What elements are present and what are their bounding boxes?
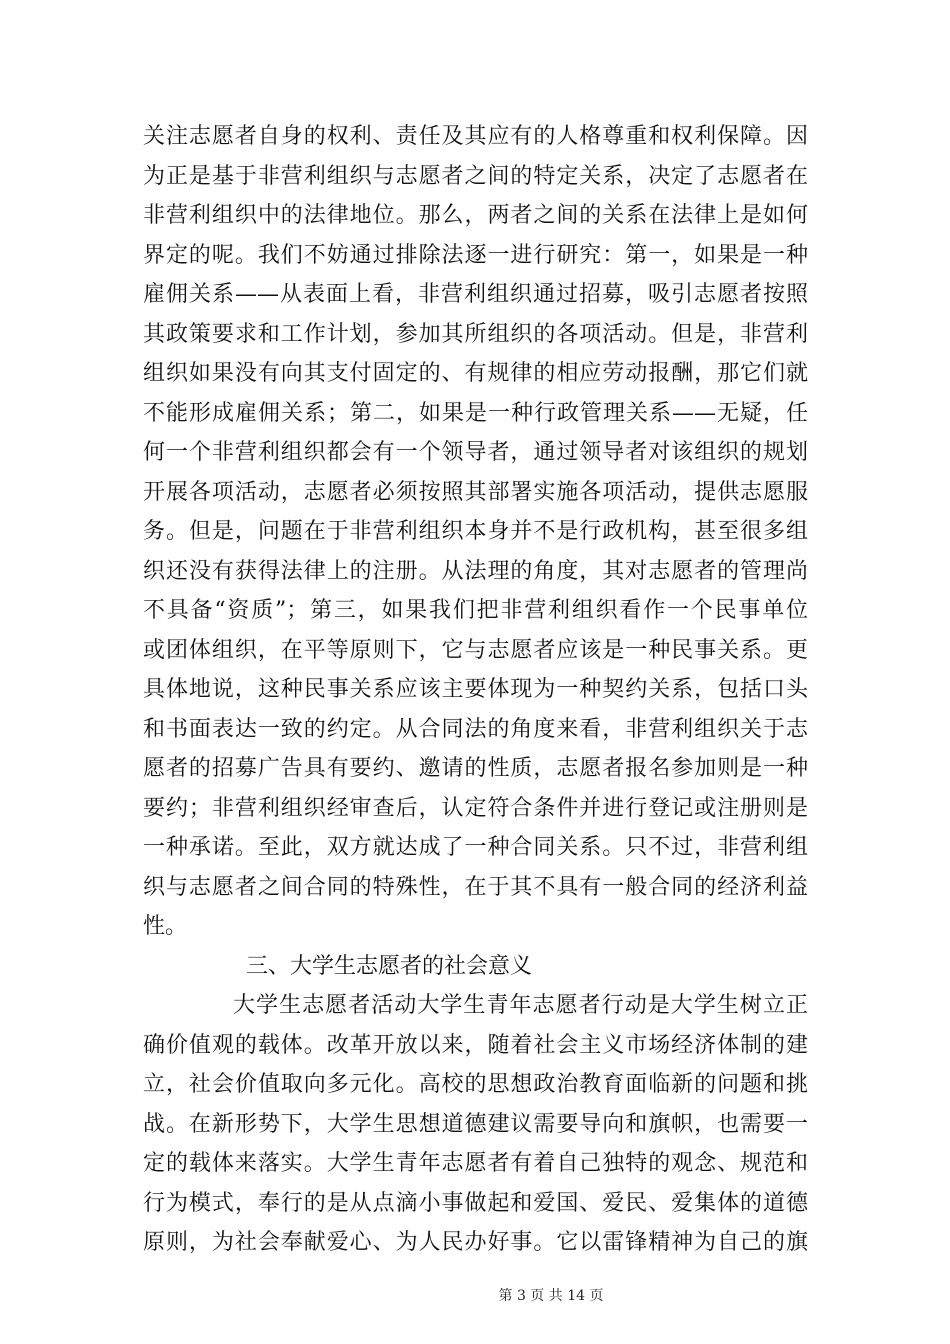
text-line: 雇佣关系——从表面上看，非营利组织通过招募，吸引志愿者按照	[143, 282, 808, 307]
text-line: 定的载体来落实。大学生青年志愿者有着自己独特的观念、规范和	[143, 1151, 808, 1176]
text-line: 性。	[143, 914, 188, 939]
text-line: 非营利组织中的法律地位。那么，两者之间的关系在法律上是如何	[143, 203, 808, 228]
text-line: 不能形成雇佣关系；第二，如果是一种行政管理关系——无疑，任	[143, 400, 808, 426]
text-line: 何一个非营利组织都会有一个领导者，通过领导者对该组织的规划	[143, 440, 808, 465]
text-line: 要约；非营利组织经审查后，认定符合条件并进行登记或注册则是	[143, 795, 808, 821]
text-line: 行为模式，奉行的是从点滴小事做起和爱国、爱民、爱集体的道德	[143, 1190, 808, 1216]
text-line: 具体地说，这种民事关系应该主要体现为一种契约关系，包括口头	[143, 677, 808, 702]
text-line: 或团体组织，在平等原则下，它与志愿者应该是一种民事关系。更	[143, 637, 808, 663]
text-line: 确价值观的载体。改革开放以来，随着社会主义市场经济体制的建	[143, 1032, 808, 1058]
text-line: 一种承诺。至此，双方就达成了一种合同关系。只不过，非营利组	[143, 835, 808, 860]
text-line: 战。在新形势下，大学生思想道德建议需要导向和旗帜，也需要一	[143, 1111, 808, 1137]
text-line: 立，社会价值取向多元化。高校的思想政治教育面临新的问题和挑	[143, 1072, 808, 1097]
page-number-footer: 第 3 页 共 14 页	[498, 1288, 604, 1304]
section-heading: 三、大学生志愿者的社会意义	[246, 953, 533, 979]
text-line: 为正是基于非营利组织与志愿者之间的特定关系，决定了志愿者在	[143, 163, 808, 189]
body-text	[143, 117, 808, 1263]
text-line: 务。但是，问题在于非营利组织本身并不是行政机构，甚至很多组	[143, 519, 808, 544]
paragraph-first-line: 大学生志愿者活动大学生青年志愿者行动是大学生树立正	[233, 993, 808, 1018]
text-line: 其政策要求和工作计划，参加其所组织的各项活动。但是，非营利	[143, 321, 808, 347]
text-line: 织与志愿者之间合同的特殊性，在于其不具有一般合同的经济利益	[143, 874, 808, 900]
text-line: 开展各项活动，志愿者必须按照其部署实施各项活动，提供志愿服	[143, 479, 808, 505]
text-line: 愿者的招募广告具有要约、邀请的性质，志愿者报名参加则是一种	[143, 756, 808, 781]
text-line: 关注志愿者自身的权利、责任及其应有的人格尊重和权利保障。因	[143, 124, 808, 149]
text-line: 和书面表达一致的约定。从合同法的角度来看，非营利组织关于志	[143, 716, 808, 742]
text-line: 不具备“资质”；第三，如果我们把非营利组织看作一个民事单位	[143, 598, 808, 623]
text-line: 界定的呢。我们不妨通过排除法逐一进行研究：第一，如果是一种	[143, 242, 808, 268]
text-line: 组织如果没有向其支付固定的、有规律的相应劳动报酬，那它们就	[143, 361, 808, 386]
text-line: 原则，为社会奉献爱心、为人民办好事。它以雷锋精神为自己的旗	[143, 1230, 808, 1255]
text-line: 织还没有获得法律上的注册。从法理的角度，其对志愿者的管理尚	[143, 558, 808, 584]
